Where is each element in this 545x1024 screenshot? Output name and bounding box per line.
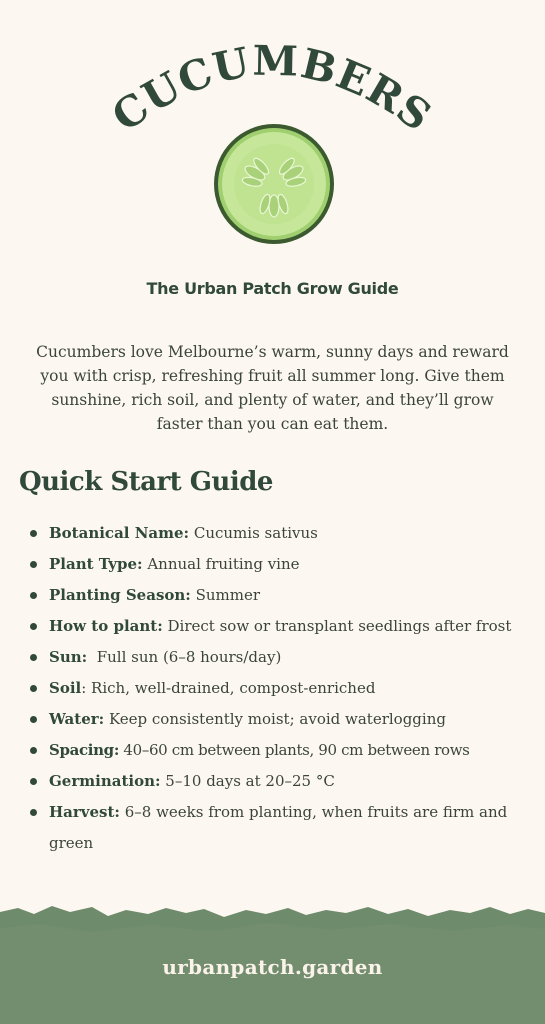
list-item	[27, 704, 527, 735]
bullet-icon	[30, 685, 37, 692]
guide-subtitle: The Urban Patch Grow Guide	[146, 279, 399, 298]
title-text: CUCUMBERS	[103, 36, 441, 130]
item-label: Plant Type:	[49, 555, 143, 573]
bullet-icon	[30, 716, 37, 723]
item-value: 6–8 weeks from planting, when fruits are firm and green	[49, 803, 508, 852]
list-item	[27, 580, 527, 611]
item-value: Direct sow or transplant seedlings after frost	[162, 617, 512, 635]
bullet-icon	[30, 747, 37, 754]
item-value: : Rich, well-drained, compost-enriched	[81, 679, 376, 697]
bullet-icon	[30, 654, 37, 661]
page-title	[0, 30, 545, 130]
list-item	[27, 797, 527, 859]
list-item	[27, 518, 527, 549]
item-label: Spacing:	[49, 741, 120, 759]
bullet-icon	[30, 592, 37, 599]
bullet-icon	[30, 623, 37, 630]
website-link[interactable]: urbanpatch.garden	[162, 955, 383, 979]
item-label: Water:	[49, 710, 105, 728]
item-value: Keep consistently moist; avoid waterlogging	[104, 710, 446, 728]
quick-start-list	[27, 518, 527, 859]
item-label: Sun:	[49, 648, 88, 666]
item-label: Botanical Name:	[49, 524, 190, 542]
bullet-icon	[30, 809, 37, 816]
bullet-icon	[30, 530, 37, 537]
list-item	[27, 549, 527, 580]
item-value: Annual fruiting vine	[142, 555, 300, 573]
item-value: Cucumis sativus	[189, 524, 318, 542]
svg-text:CUCUMBERS	[103, 37, 440, 130]
list-item	[27, 735, 527, 766]
section-heading: Quick Start Guide	[19, 467, 273, 497]
item-label: How to plant:	[49, 617, 163, 635]
list-item	[27, 673, 527, 704]
item-label: Planting Season:	[49, 586, 191, 604]
item-value: Full sun (6–8 hours/day)	[87, 648, 282, 666]
item-value: Summer	[190, 586, 261, 604]
bullet-icon	[30, 561, 37, 568]
bullet-icon	[30, 778, 37, 785]
intro-paragraph: Cucumbers love Melbourne’s warm, sunny days and reward you with crisp, refreshing fruit all summer long. Give them sunshine, rich soil, and plenty of water, and they’ll grow faster than you can eat them.	[36, 343, 509, 433]
item-label: Soil	[49, 679, 82, 697]
cucumber-slice-icon	[212, 122, 336, 246]
item-value: 5–10 days at 20–25 °C	[160, 772, 335, 790]
list-item	[27, 766, 527, 797]
item-label: Harvest:	[49, 803, 120, 821]
list-item	[27, 642, 527, 673]
item-label: Germination:	[49, 772, 161, 790]
item-value: 40–60 cm between plants, 90 cm between rows	[119, 741, 470, 759]
list-item	[27, 611, 527, 642]
